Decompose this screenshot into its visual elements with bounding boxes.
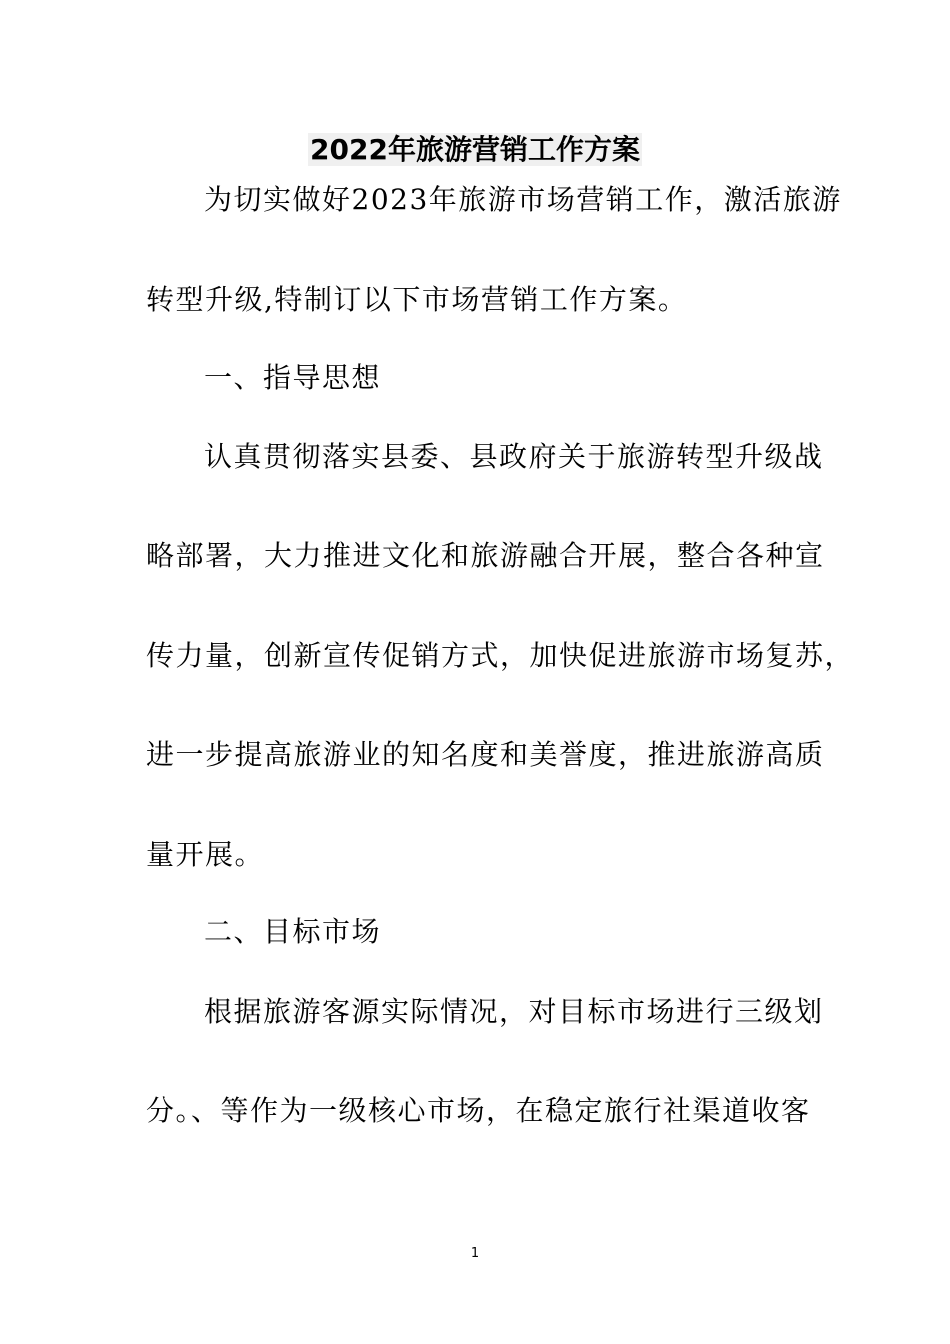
paragraph-line: 转型升级,特制订以下市场营销工作方案。 [146,283,688,316]
document-title-text: 2022年旅游营销工作方案 [310,133,640,166]
page-number: 1 [470,1246,480,1261]
document-title [0,130,950,170]
section-heading: 一、指导思想 [204,361,382,394]
paragraph-line: 根据旅游客源实际情况，对目标市场进行三级划 [204,995,824,1028]
paragraph-line: 为切实做好2023年旅游市场营销工作，激活旅游 [204,183,842,216]
paragraph-line: 略部署，大力推进文化和旅游融合开展，整合各种宣 [146,539,825,572]
paragraph-line: 认真贯彻落实县委、县政府关于旅游转型升级战 [204,440,824,473]
section-heading: 二、目标市场 [204,915,382,948]
paragraph-line: 进一步提高旅游业的知名度和美誉度，推进旅游高质 [146,738,825,771]
paragraph-line: 分。、等作为一级核心市场，在稳定旅行社渠道收客 [146,1094,811,1127]
paragraph-line: 量开展。 [146,838,265,871]
paragraph-line: 传力量，创新宣传促销方式，加快促进旅游市场复苏， [146,639,855,672]
